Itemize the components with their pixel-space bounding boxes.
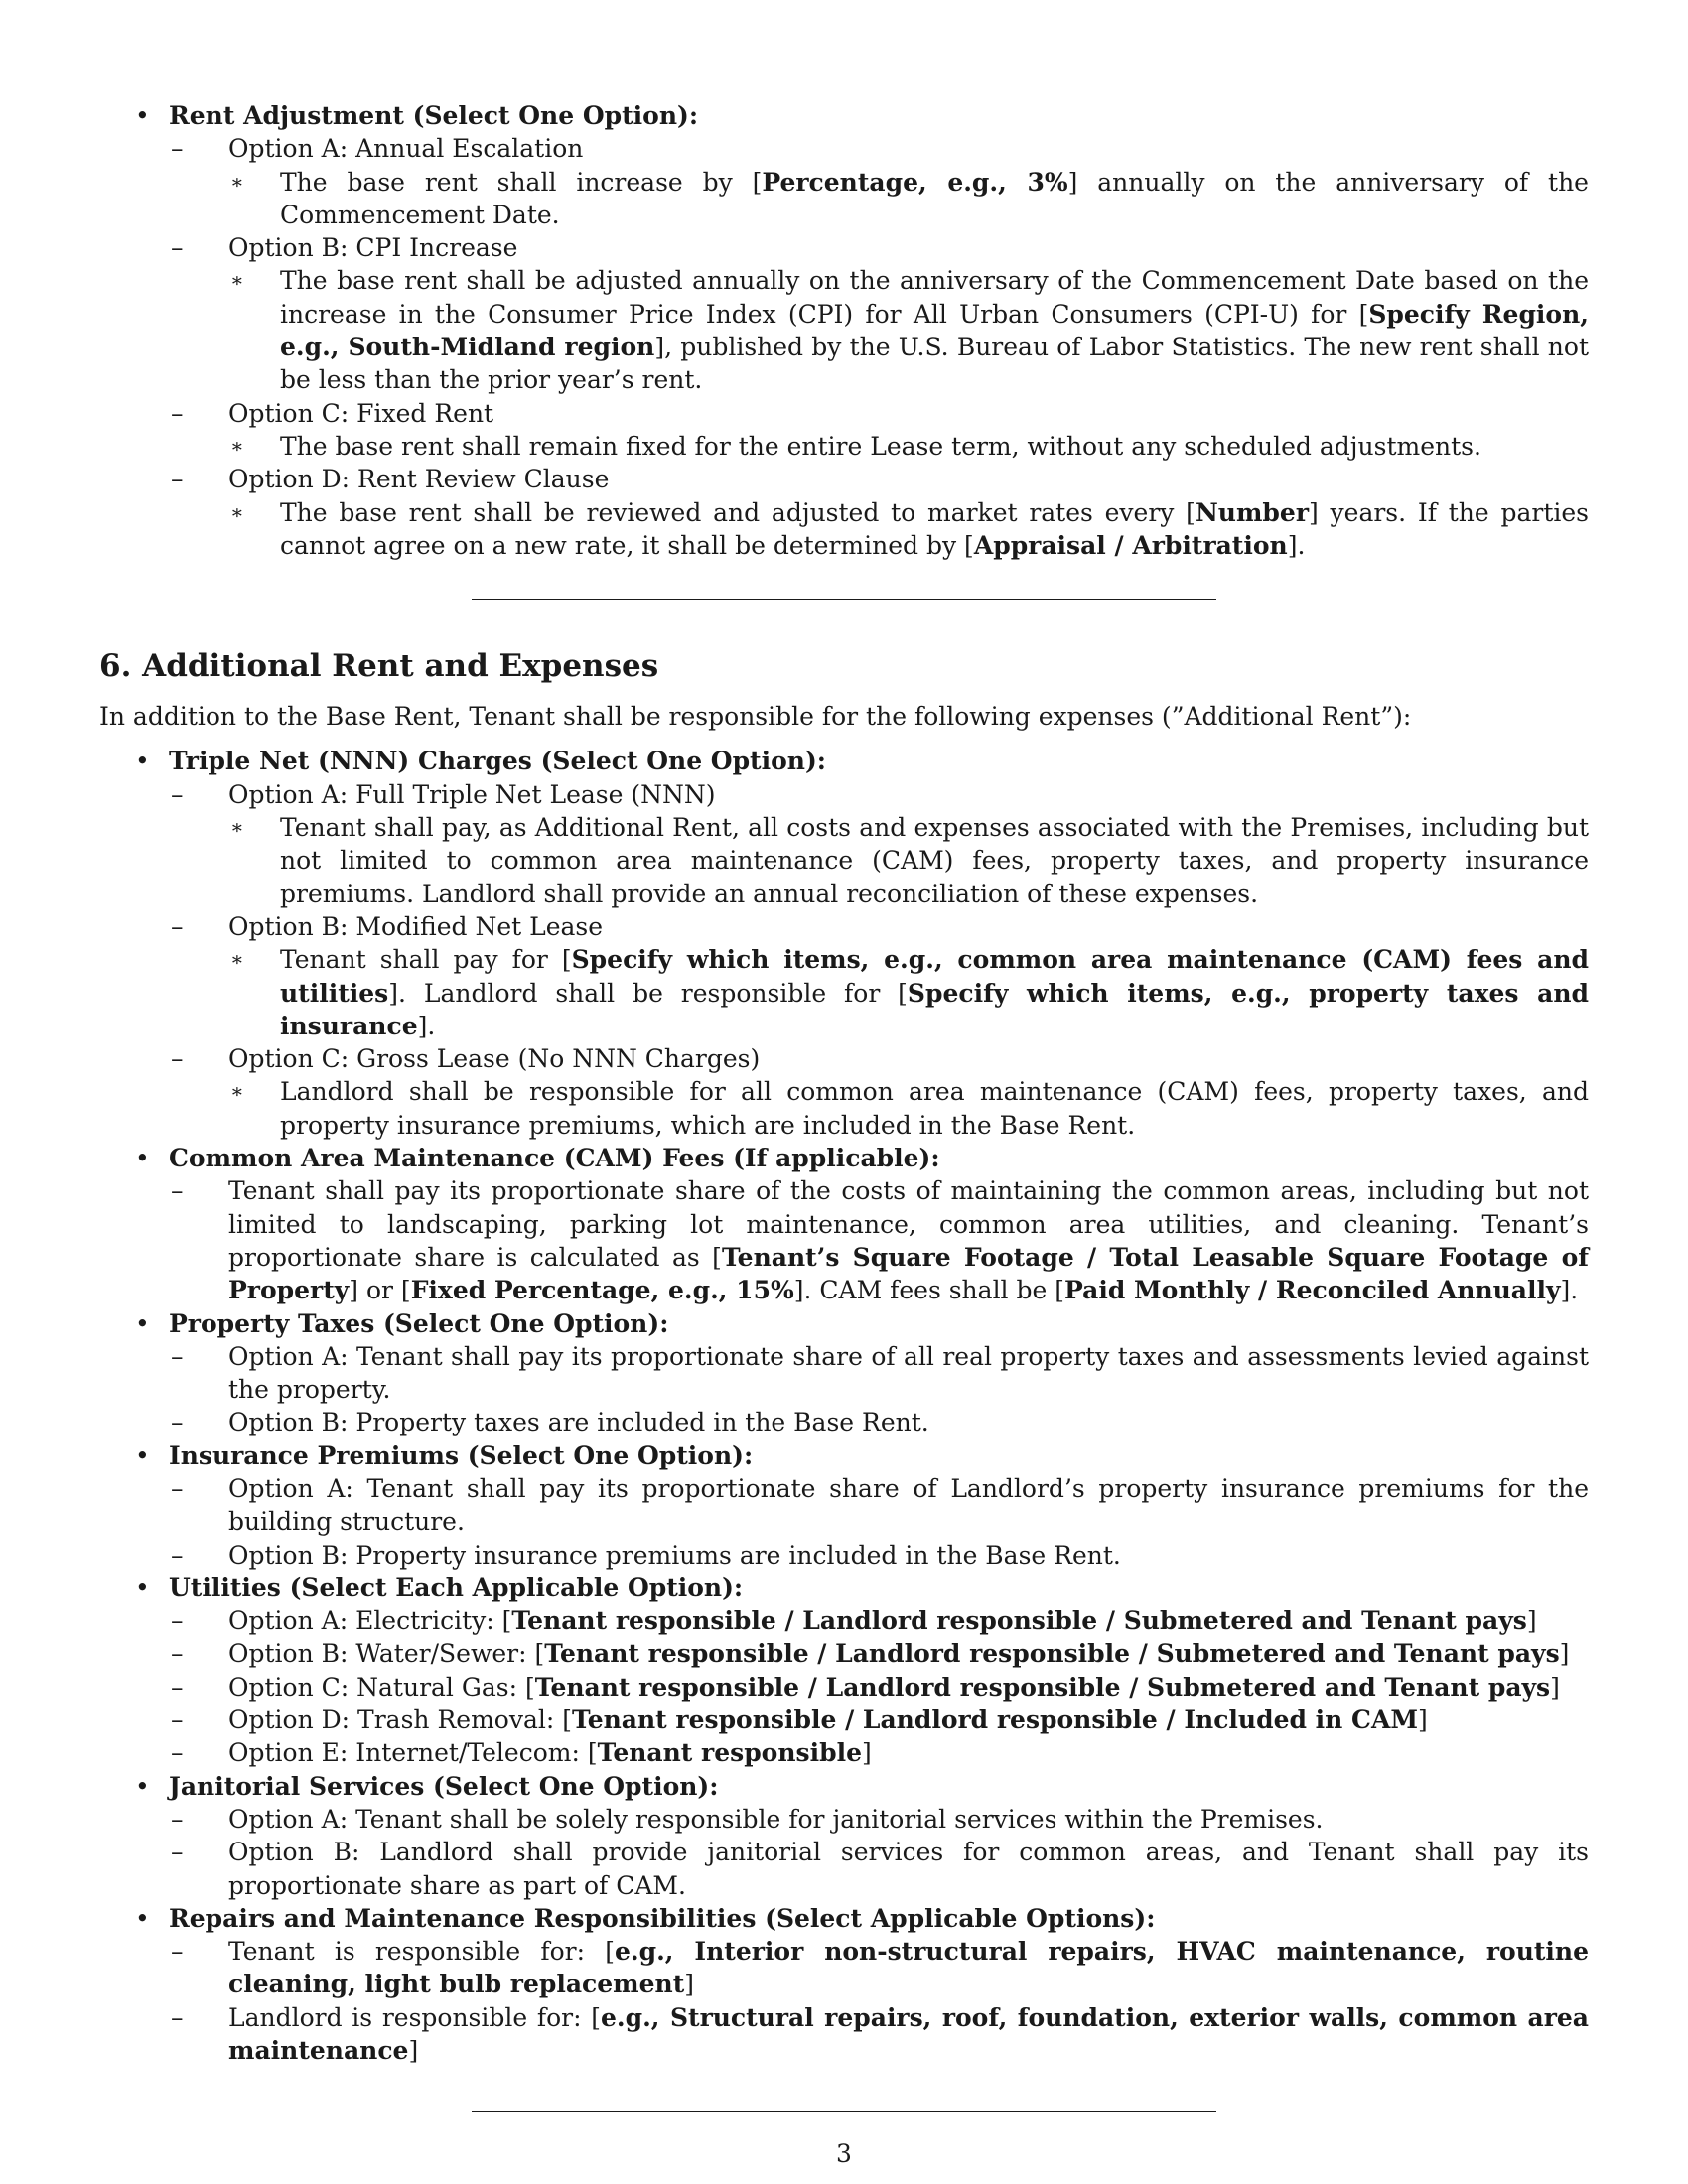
option-text: Tenant shall pay, as Additional Rent, all costs and expenses associated with the Premises, including but not limited to common area maintenance (CAM) fees, property taxes, and property insurance premiums. Landlord shall provide an annual reconciliation of these expenses.	[280, 813, 1589, 908]
option-text: Landlord shall be responsible for all common area maintenance (CAM) fees, property taxes, and property insurance premiums, which are included in the Base Rent.	[280, 1077, 1589, 1140]
option-label: Option D: Rent Review Clause	[228, 465, 610, 494]
utilities-title: Utilities (Select Each Applicable Option):	[169, 1572, 744, 1602]
list-item	[228, 943, 1589, 1042]
asterisk-icon: ∗	[230, 1079, 244, 1104]
asterisk-icon: ∗	[230, 433, 244, 458]
option-label: Option A: Annual Escalation	[228, 134, 584, 164]
utilities-item	[99, 1571, 1589, 1770]
list-item	[169, 1539, 1589, 1571]
bullet-icon: •	[135, 747, 150, 776]
cam-item	[99, 1142, 1589, 1306]
asterisk-icon: ∗	[230, 947, 244, 972]
option-text: The base rent shall increase by [Percentage, e.g., 3%] annually on the anniversary of the Commencement Date.	[280, 167, 1589, 229]
cam-text: Tenant shall pay its proportionate share of the costs of maintaining the common areas, including but not limited to landscaping, parking lot maintenance, common area utilities, and cleaning. Tenant’s proportionate share is calculated as [Tenant’s Square Footage / Total Leasable Square Footage of Property] or [Fixed Percentage, e.g., 15%]. CAM fees shall be [Paid Monthly / Reconciled Annually].	[228, 1176, 1589, 1305]
nnn-item	[99, 745, 1589, 1142]
taxes-item	[99, 1307, 1589, 1439]
dash-icon: –	[171, 1639, 184, 1669]
list-item	[169, 1803, 1589, 1836]
janitorial-title: Janitorial Services (Select One Option):	[169, 1771, 719, 1801]
dash-icon: –	[171, 398, 184, 428]
nnn-title: Triple Net (NNN) Charges (Select One Option):	[169, 747, 827, 776]
list-item: – Tenant is responsible for: [e.g., Interior non-structural repairs, HVAC maintenance, routine cleaning, light bulb replacement]	[171, 1937, 1589, 1999]
list-item: – Option A: Electricity: [Tenant responsible / Landlord responsible / Submetered and Tenant pays]	[169, 1604, 1589, 1637]
horizontal-divider	[472, 599, 1216, 600]
dash-icon: –	[171, 1804, 184, 1834]
horizontal-divider	[472, 2111, 1216, 2112]
dash-icon: –	[171, 233, 184, 263]
dash-icon: –	[171, 1044, 184, 1074]
option-label: Option C: Fixed Rent	[228, 398, 494, 428]
asterisk-icon: ∗	[230, 268, 244, 293]
option-text: Option A: Tenant shall pay its proportionate share of Landlord’s property insurance premiums for the building structure.	[228, 1473, 1589, 1537]
rent-adjustment-item	[99, 99, 1589, 562]
list-item	[169, 397, 1589, 464]
list-item	[228, 811, 1589, 910]
dash-icon: –	[171, 134, 184, 164]
dash-icon: –	[171, 1540, 184, 1570]
dash-icon: –	[171, 1838, 184, 1867]
list-item	[228, 264, 1589, 396]
option-text: Tenant shall pay for [Specify which items, e.g., common area maintenance (CAM) fees and utilities]. Landlord shall be responsible for [Specify which items, e.g., property taxes and insurance].	[280, 945, 1589, 1040]
option-label: Option C: Gross Lease (No NNN Charges)	[228, 1044, 761, 1074]
bullet-icon: •	[135, 1308, 150, 1338]
option-text: Option A: Tenant shall pay its proportionate share of all real property taxes and assessments levied against the property.	[228, 1341, 1589, 1405]
list-item	[169, 910, 1589, 1042]
rent-adjustment-list	[99, 99, 1589, 562]
option-text: Option A: Tenant shall be solely responsible for janitorial services within the Premises.	[228, 1804, 1324, 1834]
repairs-item	[99, 1902, 1589, 2067]
dash-icon: –	[171, 1341, 184, 1371]
option-text: The base rent shall remain fixed for the entire Lease term, without any scheduled adjustments.	[280, 431, 1481, 461]
dash-icon: –	[171, 1672, 184, 1702]
bullet-icon: •	[135, 101, 150, 130]
asterisk-icon: ∗	[230, 815, 244, 840]
list-item	[169, 1042, 1589, 1142]
bullet-icon: •	[135, 1572, 150, 1602]
asterisk-icon: ∗	[230, 499, 244, 524]
bullet-icon: •	[135, 1903, 150, 1933]
list-item: – Option D: Trash Removal: [Tenant responsible / Landlord responsible / Included in CAM]	[169, 1704, 1589, 1736]
option-text: Option B: Property insurance premiums are included in the Base Rent.	[228, 1540, 1121, 1570]
list-item	[228, 166, 1589, 232]
insurance-title: Insurance Premiums (Select One Option):	[169, 1440, 754, 1470]
option-label: Option B: Modified Net Lease	[228, 911, 604, 941]
list-item	[169, 1406, 1589, 1438]
dash-icon: –	[171, 465, 184, 494]
taxes-title: Property Taxes (Select One Option):	[169, 1308, 669, 1338]
option-text: Option B: Landlord shall provide janitorial services for common areas, and Tenant shall pay its proportionate share as part of CAM.	[228, 1838, 1589, 1900]
list-item	[169, 778, 1589, 910]
dash-icon: –	[171, 1738, 184, 1768]
page-content	[99, 99, 1589, 2112]
option-label: Option B: CPI Increase	[228, 233, 518, 263]
option-text: The base rent shall be reviewed and adjusted to market rates every [Number] years. If the parties cannot agree on a new rate, it shall be determined by [Appraisal / Arbitration].	[280, 497, 1589, 560]
list-item	[169, 463, 1589, 562]
insurance-item	[99, 1439, 1589, 1571]
section-intro: In addition to the Base Rent, Tenant shall be responsible for the following expenses (”Additional Rent”):	[99, 702, 1412, 732]
dash-icon: –	[171, 2002, 184, 2032]
bullet-icon: •	[135, 1144, 150, 1173]
dash-icon: –	[171, 1706, 184, 1735]
repairs-title: Repairs and Maintenance Responsibilities (Select Applicable Options):	[169, 1903, 1156, 1933]
list-item	[228, 430, 1589, 463]
list-item	[169, 132, 1589, 231]
dash-icon: –	[171, 779, 184, 809]
expenses-list	[99, 745, 1589, 2067]
dash-icon: –	[171, 1937, 184, 1967]
section-heading: 6. Additional Rent and Expenses	[99, 648, 659, 685]
option-text: The base rent shall be adjusted annually on the anniversary of the Commencement Date based on the increase in the Consumer Price Index (CPI) for All Urban Consumers (CPI-U) for [Specify Region, e.g., South-Midland region], published by the U.S. Bureau of Labor Statistics. The new rent shall not be less than the prior year’s rent.	[280, 266, 1589, 395]
list-item	[228, 496, 1589, 563]
dash-icon: –	[171, 1473, 184, 1503]
list-item	[169, 231, 1589, 396]
list-item: – Option B: Water/Sewer: [Tenant responsible / Landlord responsible / Submetered and Tenant pays]	[169, 1637, 1589, 1670]
option-label: Option A: Full Triple Net Lease (NNN)	[228, 779, 716, 809]
dash-icon: –	[171, 911, 184, 941]
dash-icon: –	[171, 1606, 184, 1636]
option-text: Option B: Property taxes are included in the Base Rent.	[228, 1408, 929, 1437]
janitorial-item	[99, 1770, 1589, 1902]
list-item: – Option C: Natural Gas: [Tenant responsible / Landlord responsible / Submetered and Tenant pays]	[169, 1671, 1589, 1704]
page-number: 3	[836, 2139, 852, 2168]
list-item	[228, 1075, 1589, 1142]
list-item	[169, 1174, 1589, 1306]
list-item	[169, 1340, 1589, 1407]
list-item	[169, 1836, 1589, 1902]
dash-icon: –	[171, 1408, 184, 1437]
bullet-icon: •	[135, 1771, 150, 1801]
asterisk-icon: ∗	[230, 169, 244, 194]
list-item: – Option E: Internet/Telecom: [Tenant responsible]	[169, 1736, 1589, 1769]
cam-title: Common Area Maintenance (CAM) Fees (If applicable):	[169, 1144, 940, 1173]
dash-icon: –	[171, 1176, 184, 1206]
bullet-icon: •	[135, 1440, 150, 1470]
rent-adjustment-title: Rent Adjustment (Select One Option):	[169, 101, 699, 130]
list-item: – Landlord is responsible for: [e.g., Structural repairs, roof, foundation, exterior walls, common area maintenance]	[171, 2002, 1589, 2066]
list-item	[169, 1472, 1589, 1539]
